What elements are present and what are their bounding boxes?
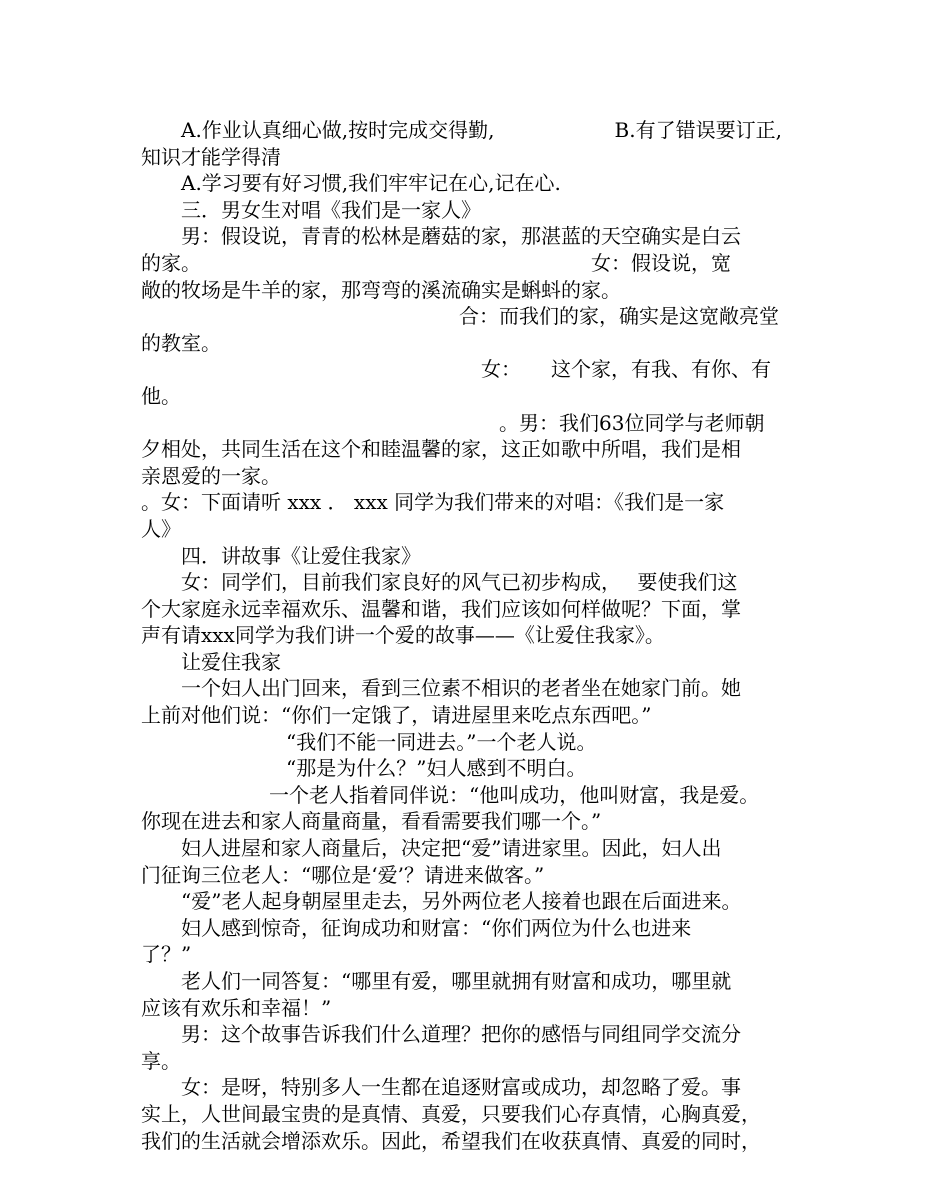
text-line: 他。 (141, 383, 181, 408)
story-title: 让爱住我家 (141, 649, 281, 674)
text-line: 的教室。 (141, 330, 221, 355)
text-line: 。女：下面请听 xxx ． xxx 同学为我们带来的对唱：《我们是一家 (141, 490, 725, 515)
text-line: 了？” (141, 942, 192, 967)
text-line: 妇人进屋和家人商量后，决定把“爱”请进家里。因此，妇人出 (141, 836, 722, 861)
text-line: 你现在进去和家人商量商量，看看需要我们哪一个。” (141, 809, 602, 834)
text-line: 敞的牧场是牛羊的家，那弯弯的溪流确实是蝌蚪的家。 (141, 277, 621, 302)
text-line: “那是为什么？”妇人感到不明白。 (286, 756, 587, 781)
text-line: A.作业认真细心做,按时完成交得勤, B.有了错误要订正, (141, 118, 782, 142)
text-line: 知识才能学得清 (141, 144, 281, 169)
text-line: 女：同学们，目前我们家良好的风气已初步构成， 要使我们这 (141, 570, 738, 595)
text-line: 一个妇人出门回来，看到三位素不相识的老者坐在她家门前。她 (141, 676, 741, 701)
text-line: 老人们一同答复：“哪里有爱，哪里就拥有财富和成功，哪里就 (141, 969, 732, 993)
text-line: “我们不能一同进去。”一个老人说。 (286, 729, 597, 754)
text-line: 合：而我们的家，确实是这宽敞亮堂 (459, 304, 779, 329)
text-line: 享。 (141, 1048, 181, 1073)
text-line: 个大家庭永远幸福欢乐、温馨和谐，我们应该如何样做呢？下面，掌 (141, 596, 741, 621)
text-line: 人》 (141, 516, 181, 541)
text-line: 。男：我们63位同学与老师朝 (499, 410, 765, 435)
text-line: 男：假设说，青青的松林是蘑菇的家，那湛蓝的天空确实是白云 (141, 224, 741, 249)
text-line: 男：这个故事告诉我们什么道理？把你的感悟与同组同学交流分 (141, 1022, 741, 1047)
text-line: 实上，人世间最宝贵的是真情、真爱，只要我们心存真情，心胸真爱， (141, 1101, 761, 1126)
text-line: A.学习要有好习惯,我们牢牢记在心,记在心. (141, 171, 561, 196)
text-line: 一个老人指着同伴说：“他叫成功，他叫财富，我是爱。 (269, 782, 760, 807)
text-line: 上前对他们说：“你们一定饿了，请进屋里来吃点东西吧。” (141, 703, 652, 728)
text-line: 夕相处，共同生活在这个和睦温馨的家，这正如歌中所唱，我们是相 (141, 437, 741, 462)
text-line: “爱”老人起身朝屋里走去，另外两位老人接着也跟在后面进来。 (141, 889, 742, 914)
text-line: 门征询三位老人：“哪位是‘爱’？请进来做客。” (141, 862, 545, 887)
text-line: 声有请xxx同学为我们讲一个爱的故事——《让爱住我家》。 (141, 623, 665, 648)
document-body (141, 117, 821, 1154)
text-line: 亲恩爱的一家。 (141, 463, 281, 488)
text-line: 应该有欢乐和幸福！” (141, 995, 332, 1020)
text-line: 女： 这个家，有我、有你、有 (481, 357, 771, 382)
text-line: 的家。 女：假设说，宽 (141, 250, 731, 275)
text-line: 我们的生活就会增添欢乐。因此，希望我们在收获真情、真爱的同时， (141, 1128, 761, 1153)
text-line: 女：是呀，特别多人一生都在追逐财富或成功，却忽略了爱。事 (141, 1075, 741, 1100)
text-line: 三．男女生对唱《我们是一家人》 (141, 197, 481, 222)
text-line: 四．讲故事《让爱住我家》 (141, 543, 421, 568)
text-line: 妇人感到惊奇，征询成功和财富：“你们两位为什么也进来 (141, 915, 692, 940)
